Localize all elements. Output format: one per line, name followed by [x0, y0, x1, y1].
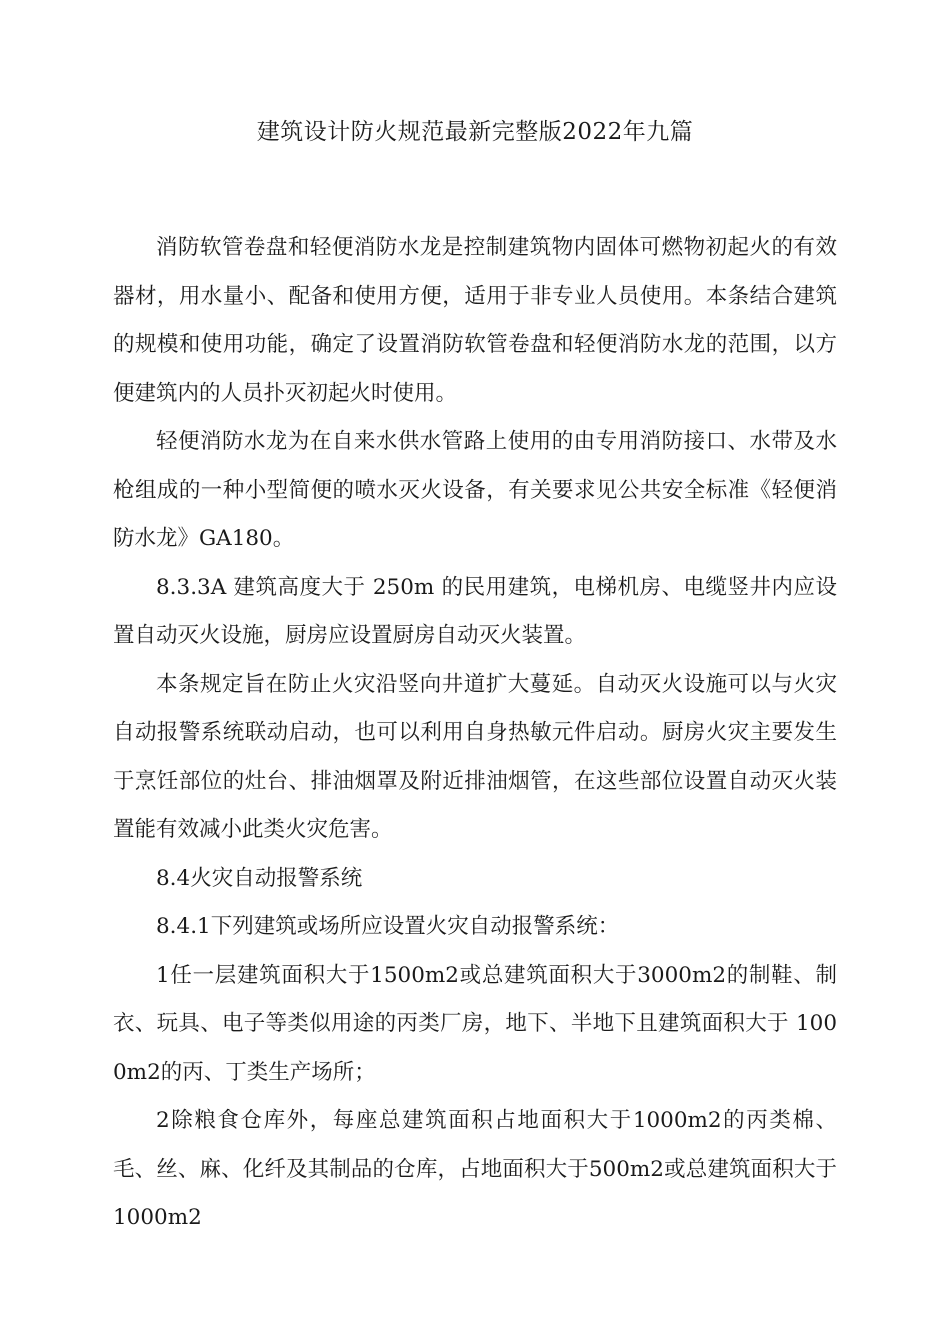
section-heading-8-4: 8.4火灾自动报警系统: [156, 865, 363, 891]
paragraph-clause-8-4-1: 8.4.1下列建筑或场所应设置火灾自动报警系统：: [156, 914, 620, 939]
paragraph-hose-reel-intro: 消防软管卷盘和轻便消防水龙是控制建筑物内固体可燃物初起火的有效器材，用水量小、配备和使用方便，适用于非专业人员使用。本条结合建筑的规模和使用功能，确定了设置消防软管卷盘和轻便消防水龙的范围，以方便建筑内的人员扑灭初起火时使用。: [113, 235, 837, 406]
paragraph-clause-8-3-3a: 8.3.3A 建筑高度大于 250m 的民用建筑，电梯机房、电缆竖井内应设置自动灭火设施，厨房应设置厨房自动灭火装置。: [113, 574, 837, 648]
list-item-1: 1任一层建筑面积大于1500m2或总建筑面积大于3000m2的制鞋、制衣、玩具、电子等类似用途的丙类厂房，地下、半地下且建筑面积大于 1000m2的丙、丁类生产场所；: [113, 962, 837, 1085]
paragraph-clause-explanation: 本条规定旨在防止火灾沿竖向井道扩大蔓延。自动灭火设施可以与火灾自动报警系统联动启动，也可以利用自身热敏元件启动。厨房火灾主要发生于烹饪部位的灶台、排油烟罩及附近排油烟管，在这些部位设置自动灭火装置能有效减小此类火灾危害。: [113, 671, 837, 842]
list-item-2: 2除粮食仓库外，每座总建筑面积占地面积大于1000m2的丙类棉、毛、丝、麻、化纤及其制品的仓库，占地面积大于500m2或总建筑面积大于1000m2: [113, 1108, 837, 1230]
document-body: [113, 224, 837, 1243]
document-title: 建筑设计防火规范最新完整版2022年九篇: [256, 119, 694, 145]
paragraph-light-fire-hose: 轻便消防水龙为在自来水供水管路上使用的由专用消防接口、水带及水枪组成的一种小型简便的喷水灭火设备，有关要求见公共安全标准《轻便消防水龙》GA180。: [113, 429, 837, 551]
